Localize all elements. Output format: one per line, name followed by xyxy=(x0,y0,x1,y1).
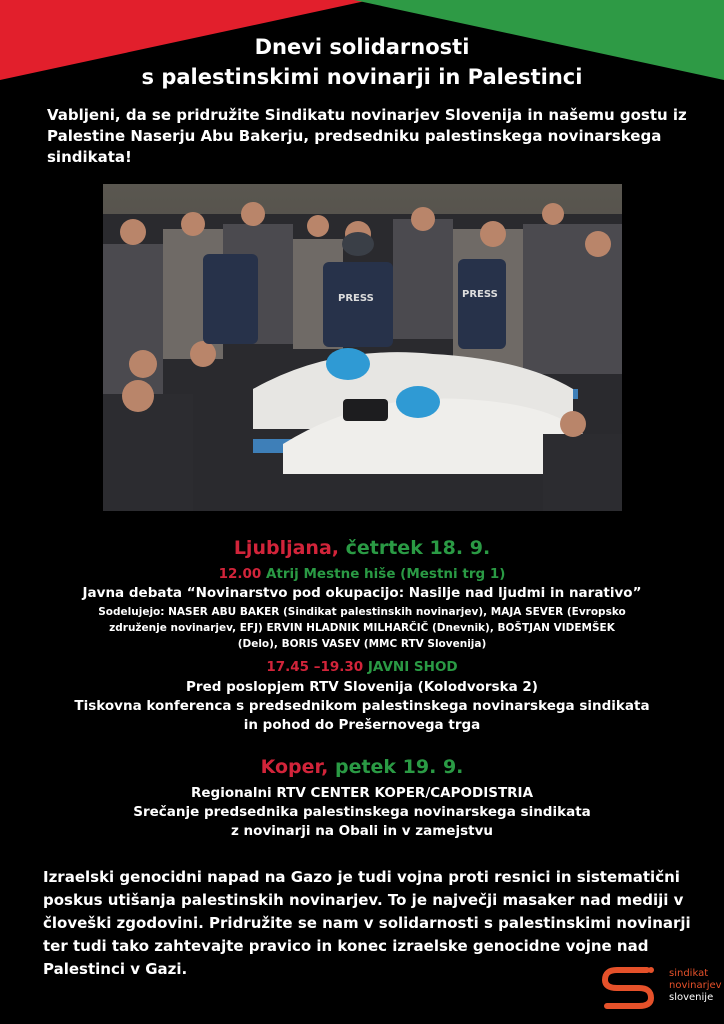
sindikat-s-icon xyxy=(601,962,657,1012)
intro-text: Vabljeni, da se pridružite Sindikatu novinarjev Slovenija in našemu gostu iz Palestine Naserju Abu Bakerju, predsedniku palestinskega novinarskega sindikata! xyxy=(47,106,687,166)
koper-line: Srečanje predsednika palestinskega novinarskega sindikata xyxy=(133,804,591,820)
participants-line: združenje novinarjev, EFJ) ERVIN HLADNIK MILHARČIČ (Dnevnik), BOŠTJAN VIDEMŠEK xyxy=(109,622,615,634)
ljubljana-heading xyxy=(0,536,724,560)
koper-heading xyxy=(0,755,724,779)
closing-statement: Izraelski genocidni napad na Gazo je tudi vojna proti resnici in sistematični poskus utišanja palestinskih novinarjev. To je največji masaker nad mediji v človeški zgodovini. Pridružite se nam v solidarnosti s palestinskimi novinarji ter tudi tako zahtevajte pravico in konec izraelske genocidne vojne nad Palestinci v Gazi. xyxy=(43,868,691,978)
event2-line: in pohod do Prešernovega trga xyxy=(243,717,481,733)
event2-label: JAVNI SHOD xyxy=(367,659,458,675)
ljubljana-date: četrtek 18. 9. xyxy=(345,537,491,559)
koper-city: Koper, xyxy=(260,756,329,778)
logo-line-2: novinarjev xyxy=(669,980,722,991)
event2-line: Tiskovna konferenca s predsednikom palestinskega novinarskega sindikata xyxy=(74,698,650,714)
press-label: PRESS xyxy=(338,293,374,304)
event1-time: 12.00 xyxy=(218,566,262,582)
event1-participants xyxy=(0,604,724,652)
sindikat-logo xyxy=(601,962,722,1018)
journalists-photo xyxy=(103,184,622,511)
event2-details xyxy=(0,678,724,735)
event1-time-place xyxy=(0,565,724,584)
ljubljana-city: Ljubljana, xyxy=(233,537,339,559)
event2-time: 17.45 –19.30 xyxy=(266,659,364,675)
event1-title: Javna debata “Novinarstvo pod okupacijo: Nasilje nad ljudmi in narativo” xyxy=(82,585,642,601)
title-line-1: Dnevi solidarnosti xyxy=(254,35,470,59)
koper-line: z novinarji na Obali in v zamejstvu xyxy=(231,823,493,839)
participants-line: (Delo), BORIS VASEV (MMC RTV Slovenija) xyxy=(237,638,487,650)
logo-line-1: sindikat xyxy=(669,968,709,979)
koper-date: petek 19. 9. xyxy=(334,756,464,778)
title-line-2: s palestinskimi novinarji in Palestinci xyxy=(141,65,583,89)
koper-details xyxy=(0,784,724,841)
event1-place: Atrij Mestne hiše (Mestni trg 1) xyxy=(265,566,506,582)
participants-line: Sodelujejo: NASER ABU BAKER (Sindikat palestinskih novinarjev), MAJA SEVER (Evropsko xyxy=(98,606,626,618)
koper-line: Regionalni RTV CENTER KOPER/CAPODISTRIA xyxy=(190,785,534,801)
event2-line: Pred poslopjem RTV Slovenija (Kolodvorska 2) xyxy=(186,679,538,695)
press-label: PRESS xyxy=(462,289,498,300)
logo-line-3: slovenije xyxy=(669,992,714,1003)
page-title xyxy=(0,32,724,92)
event2-time-label xyxy=(0,658,724,677)
